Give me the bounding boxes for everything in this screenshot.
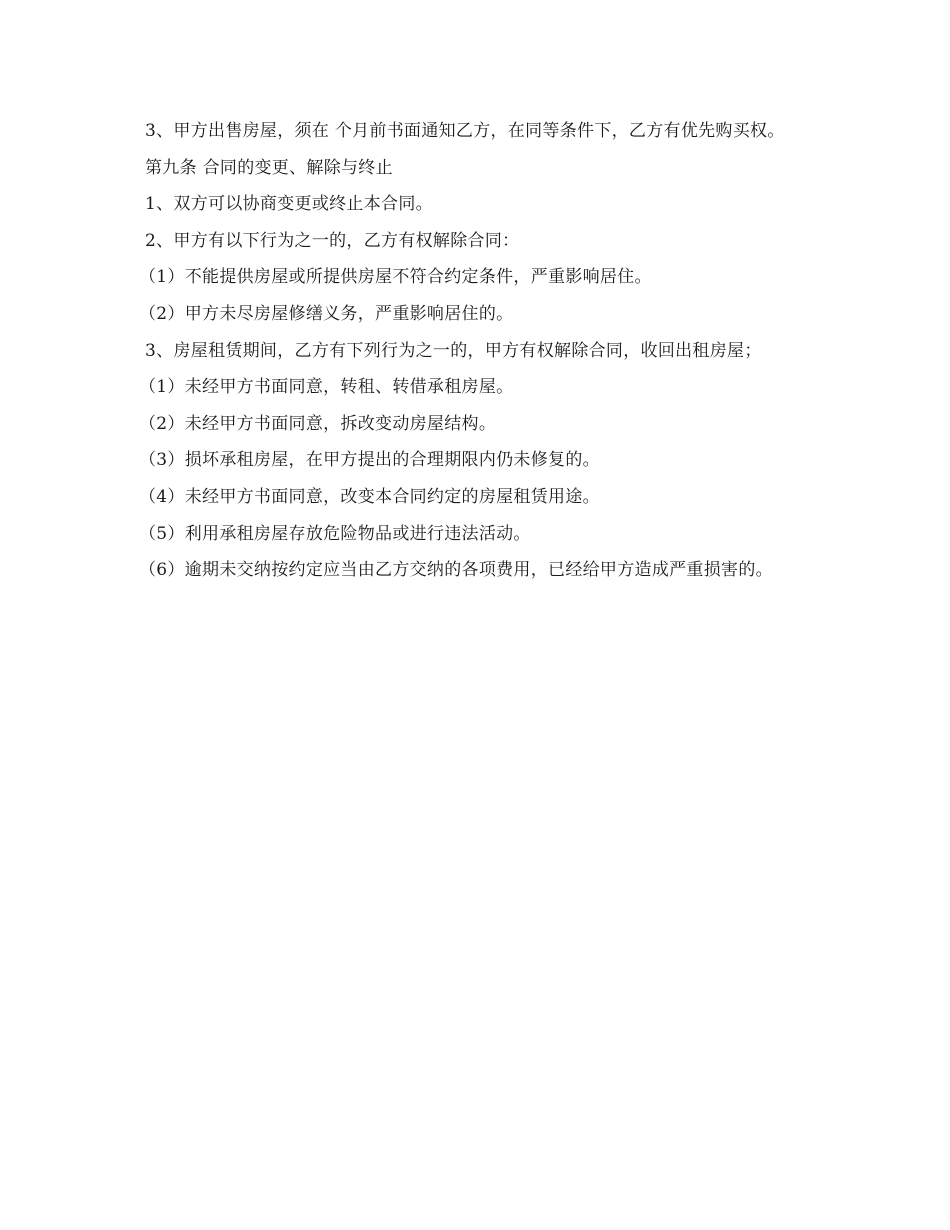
sub-clause-paragraph: （2）未经甲方书面同意，拆改变动房屋结构。 — [139, 413, 497, 434]
sub-clause-paragraph: （1）未经甲方书面同意，转租、转借承租房屋。 — [139, 377, 514, 398]
sub-clause-paragraph: （6）逾期未交纳按约定应当由乙方交纳的各项费用，已经给甲方造成严重损害的。 — [139, 560, 773, 581]
sub-clause-paragraph: （2）甲方未尽房屋修缮义务，严重影响居住的。 — [139, 303, 514, 324]
sub-clause-paragraph: （4）未经甲方书面同意，改变本合同约定的房屋租赁用途。 — [139, 486, 600, 507]
sub-clause-paragraph: （3）损坏承租房屋，在甲方提出的合理期限内仍未修复的。 — [139, 450, 600, 471]
sub-clause-paragraph: （1）不能提供房屋或所提供房屋不符合约定条件，严重影响居住。 — [139, 267, 652, 288]
sub-clause-paragraph: （5）利用承租房屋存放危险物品或进行违法活动。 — [139, 523, 531, 544]
clause-paragraph: 3、房屋租赁期间，乙方有下列行为之一的，甲方有权解除合同，收回出租房屋； — [145, 340, 762, 361]
article-heading: 第九条 合同的变更、解除与终止 — [145, 157, 393, 178]
clause-paragraph: 2、甲方有以下行为之一的，乙方有权解除合同： — [145, 230, 520, 251]
clause-paragraph: 1、双方可以协商变更或终止本合同。 — [145, 194, 433, 215]
clause-paragraph: 3、甲方出售房屋，须在 个月前书面通知乙方，在同等条件下，乙方有优先购买权。 — [145, 121, 785, 141]
document-body — [139, 113, 810, 589]
